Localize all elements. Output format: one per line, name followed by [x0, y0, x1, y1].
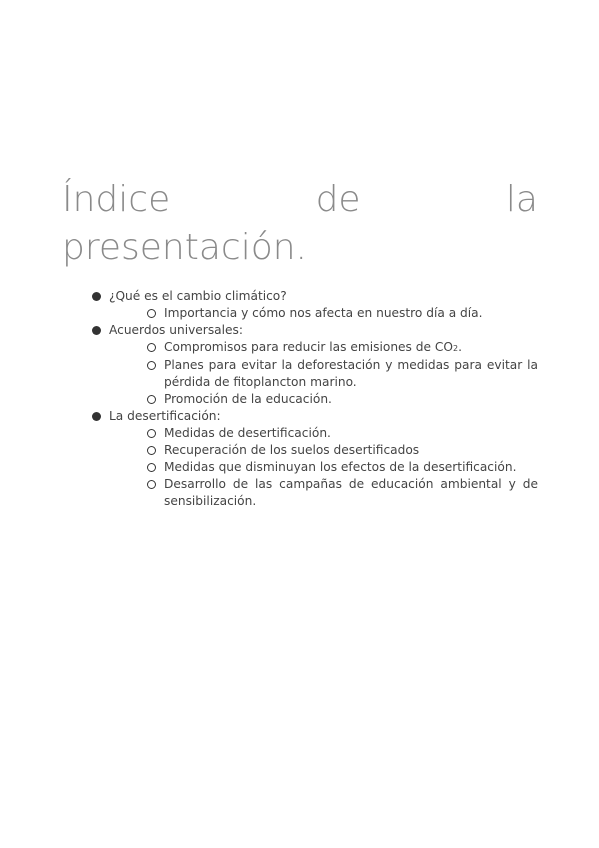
toc-item-label: ¿Qué es el cambio climático?	[109, 289, 287, 303]
filled-bullet-icon	[92, 412, 101, 421]
hollow-bullet-icon	[147, 446, 156, 455]
co2-subscript: 2	[452, 344, 459, 353]
hollow-bullet-icon	[147, 395, 156, 404]
hollow-bullet-icon	[147, 480, 156, 489]
toc-sublist	[109, 425, 538, 510]
toc-subitem-label: Planes para evitar la deforestación y medidas para evitar la pérdida de fitoplancton marino.	[164, 358, 538, 389]
toc-sublist	[109, 339, 538, 408]
title-word-de: de	[315, 179, 361, 220]
toc-subitem	[146, 357, 538, 391]
toc-item-desertificacion	[90, 408, 538, 510]
title-line-1	[62, 176, 538, 224]
toc-subitem-label: Compromisos para reducir las emisiones de CO	[164, 340, 453, 354]
toc-subitem	[146, 459, 538, 476]
toc-subitem	[146, 391, 538, 408]
title-word-la: la	[505, 179, 538, 220]
toc-subitem-label: Medidas de desertificación.	[164, 426, 331, 440]
filled-bullet-icon	[92, 292, 101, 301]
toc-subitem-label: Recuperación de los suelos desertificados	[164, 443, 420, 457]
toc-subitem	[146, 339, 538, 357]
hollow-bullet-icon	[147, 361, 156, 370]
toc-subitem-label: Promoción de la educación.	[164, 392, 332, 406]
toc-subitem	[146, 442, 538, 459]
filled-bullet-icon	[92, 326, 101, 335]
page-title	[62, 176, 538, 272]
toc-subitem-label: Desarrollo de las campañas de educación ambiental y de sensibilización.	[164, 477, 538, 508]
co2-suffix: .	[458, 340, 462, 354]
hollow-bullet-icon	[147, 343, 156, 352]
table-of-contents	[90, 288, 538, 510]
hollow-bullet-icon	[147, 463, 156, 472]
hollow-bullet-icon	[147, 429, 156, 438]
title-word-indice: Índice	[62, 179, 171, 220]
title-line-2: presentación.	[62, 227, 307, 268]
hollow-bullet-icon	[147, 309, 156, 318]
toc-item-acuerdos	[90, 322, 538, 408]
toc-item-cambio-climatico	[90, 288, 538, 322]
toc-list	[90, 288, 538, 510]
toc-item-label: La desertificación:	[109, 409, 221, 423]
toc-subitem	[146, 305, 538, 322]
toc-subitem-label: Medidas que disminuyan los efectos de la desertificación.	[164, 460, 517, 474]
toc-sublist	[109, 305, 538, 322]
toc-subitem	[146, 476, 538, 510]
toc-subitem-label: Importancia y cómo nos afecta en nuestro día a día.	[164, 306, 483, 320]
toc-item-label: Acuerdos universales:	[109, 323, 243, 337]
toc-subitem	[146, 425, 538, 442]
